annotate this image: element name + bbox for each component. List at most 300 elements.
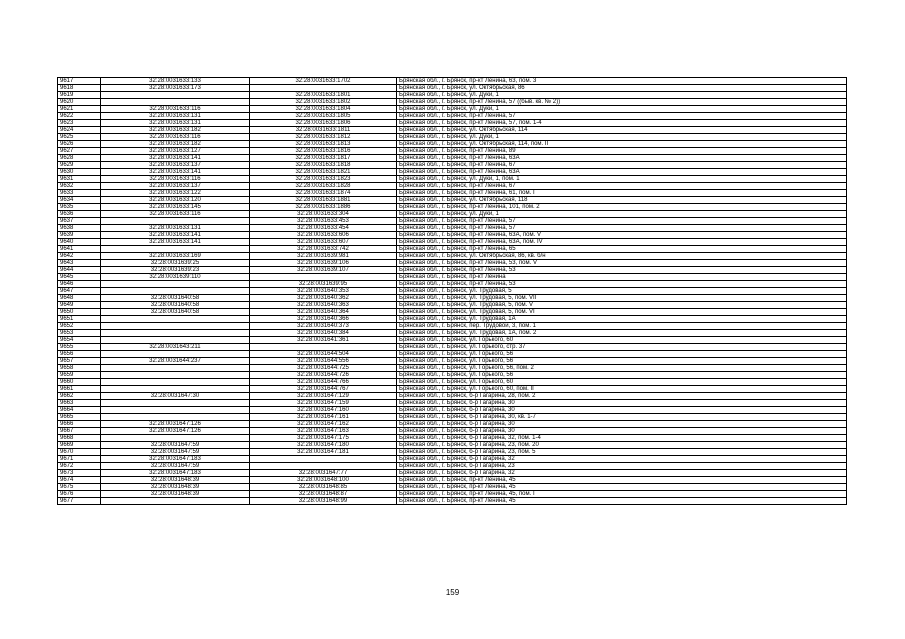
object-cadastral-number-cell: 32:28:0031633:1817 xyxy=(250,155,397,162)
object-cadastral-number-cell xyxy=(250,274,397,281)
object-cadastral-number-cell: 32:28:0031639:981 xyxy=(250,253,397,260)
object-cadastral-number-cell: 32:28:0031633:1886 xyxy=(250,204,397,211)
table-row xyxy=(58,414,847,421)
object-cadastral-number-cell: 32:28:0031644:556 xyxy=(250,358,397,365)
row-number-cell: 9623 xyxy=(58,120,101,127)
table-row xyxy=(58,78,847,85)
address-cell: Брянская обл., г. Брянск, ул. Дуки, 1 xyxy=(397,92,847,99)
land-cadastral-number-cell xyxy=(101,379,250,386)
object-cadastral-number-cell: 32:28:0031647:129 xyxy=(250,393,397,400)
land-cadastral-number-cell: 32:28:0031640:58 xyxy=(101,295,250,302)
address-cell: Брянская обл., г. Брянск, ул. Октябрьская, 114 xyxy=(397,127,847,134)
table-row xyxy=(58,295,847,302)
row-number-cell: 9619 xyxy=(58,92,101,99)
row-number-cell: 9651 xyxy=(58,316,101,323)
row-number-cell: 9677 xyxy=(58,498,101,505)
address-cell: Брянская обл., г. Брянск, б-р Гагарина, 30 xyxy=(397,400,847,407)
land-cadastral-number-cell xyxy=(101,218,250,225)
address-cell: Брянская обл., г. Брянск, пр-кт Ленина, 57, пом. 1-4 xyxy=(397,120,847,127)
object-cadastral-number-cell: 32:28:0031647:162 xyxy=(250,421,397,428)
land-cadastral-number-cell: 32:28:0031648:39 xyxy=(101,491,250,498)
address-cell: Брянская обл., г. Брянск, ул. Октябрьская, 86 xyxy=(397,85,847,92)
object-cadastral-number-cell: 32:28:0031633:304 xyxy=(250,211,397,218)
row-number-cell: 9657 xyxy=(58,358,101,365)
land-cadastral-number-cell xyxy=(101,365,250,372)
land-cadastral-number-cell: 32:28:0031633:116 xyxy=(101,176,250,183)
table-row xyxy=(58,204,847,211)
object-cadastral-number-cell: 32:28:0031647:160 xyxy=(250,407,397,414)
object-cadastral-number-cell: 32:28:0031644:767 xyxy=(250,386,397,393)
table-row xyxy=(58,330,847,337)
object-cadastral-number-cell xyxy=(250,456,397,463)
address-cell: Брянская обл., г. Брянск, пр-кт Ленина, 57 xyxy=(397,113,847,120)
row-number-cell: 9642 xyxy=(58,253,101,260)
address-cell: Брянская обл., г. Брянск, пр-кт Ленина xyxy=(397,274,847,281)
address-cell: Брянская обл., г. Брянск, пр-кт Ленина, 67 xyxy=(397,162,847,169)
object-cadastral-number-cell: 32:28:0031648:85 xyxy=(250,484,397,491)
table-row xyxy=(58,351,847,358)
address-cell: Брянская обл., г. Брянск, б-р Гагарина, 28, пом. 2 xyxy=(397,393,847,400)
object-cadastral-number-cell: 32:28:0031647:180 xyxy=(250,442,397,449)
row-number-cell: 9670 xyxy=(58,449,101,456)
table-row xyxy=(58,442,847,449)
object-cadastral-number-cell: 32:28:0031648:100 xyxy=(250,477,397,484)
table-row xyxy=(58,85,847,92)
address-cell: Брянская обл., г. Брянск, пр-кт Ленина, 89 xyxy=(397,148,847,155)
object-cadastral-number-cell: 32:28:0031644:504 xyxy=(250,351,397,358)
row-number-cell: 9660 xyxy=(58,379,101,386)
land-cadastral-number-cell xyxy=(101,288,250,295)
land-cadastral-number-cell xyxy=(101,407,250,414)
address-cell: Брянская обл., г. Брянск, ул. Дуки, 1, пом. 1 xyxy=(397,176,847,183)
row-number-cell: 9628 xyxy=(58,155,101,162)
land-cadastral-number-cell: 32:28:0031647:183 xyxy=(101,470,250,477)
object-cadastral-number-cell: 32:28:0031640:363 xyxy=(250,302,397,309)
table-row xyxy=(58,197,847,204)
address-cell: Брянская обл., г. Брянск, пр-кт Ленина, 57 xyxy=(397,225,847,232)
land-cadastral-number-cell: 32:28:0031639:110 xyxy=(101,274,250,281)
object-cadastral-number-cell: 32:28:0031641:361 xyxy=(250,337,397,344)
land-cadastral-number-cell: 32:28:0031633:131 xyxy=(101,225,250,232)
address-cell: Брянская обл., г. Брянск, пр-кт Ленина, 53 xyxy=(397,281,847,288)
object-cadastral-number-cell: 32:28:0031640:373 xyxy=(250,323,397,330)
land-cadastral-number-cell: 32:28:0031633:141 xyxy=(101,232,250,239)
object-cadastral-number-cell xyxy=(250,344,397,351)
row-number-cell: 9659 xyxy=(58,372,101,379)
address-cell: Брянская обл., г. Брянск, ул. Горького, 56 xyxy=(397,372,847,379)
land-cadastral-number-cell: 32:28:0031648:39 xyxy=(101,477,250,484)
row-number-cell: 9641 xyxy=(58,246,101,253)
address-cell: Брянская обл., г. Брянск, ул. Трудовая, 5, пом. VII xyxy=(397,295,847,302)
address-cell: Брянская обл., г. Брянск, ул. Октябрьская, 118 xyxy=(397,197,847,204)
land-cadastral-number-cell: 32:28:0031633:182 xyxy=(101,127,250,134)
row-number-cell: 9629 xyxy=(58,162,101,169)
land-cadastral-number-cell: 32:28:0031644:237 xyxy=(101,358,250,365)
address-cell: Брянская обл., г. Брянск, ул. Дуки, 1 xyxy=(397,106,847,113)
land-cadastral-number-cell xyxy=(101,386,250,393)
table-row xyxy=(58,372,847,379)
address-cell: Брянская обл., г. Брянск, ул. Дуки, 1 xyxy=(397,134,847,141)
land-cadastral-number-cell: 32:28:0031643:211 xyxy=(101,344,250,351)
table-row xyxy=(58,365,847,372)
land-cadastral-number-cell: 32:28:0031633:131 xyxy=(101,113,250,120)
row-number-cell: 9664 xyxy=(58,407,101,414)
table-row xyxy=(58,386,847,393)
table-row xyxy=(58,190,847,197)
table-row xyxy=(58,162,847,169)
table-row xyxy=(58,379,847,386)
address-cell: Брянская обл., г. Брянск, пер. Трудовой, 3, пом. 1 xyxy=(397,323,847,330)
address-cell: Брянская обл., г. Брянск, ул. Октябрьская, 114, пом. II xyxy=(397,141,847,148)
table-row xyxy=(58,407,847,414)
row-number-cell: 9650 xyxy=(58,309,101,316)
table-row xyxy=(58,232,847,239)
table-row xyxy=(58,239,847,246)
row-number-cell: 9661 xyxy=(58,386,101,393)
row-number-cell: 9656 xyxy=(58,351,101,358)
land-cadastral-number-cell: 32:28:0031633:116 xyxy=(101,106,250,113)
table-row xyxy=(58,127,847,134)
address-cell: Брянская обл., г. Брянск, пр-кт Ленина, 53, пом. V xyxy=(397,260,847,267)
object-cadastral-number-cell: 32:28:0031633:1828 xyxy=(250,183,397,190)
land-cadastral-number-cell xyxy=(101,316,250,323)
table-row xyxy=(58,176,847,183)
row-number-cell: 9652 xyxy=(58,323,101,330)
object-cadastral-number-cell: 32:28:0031633:1816 xyxy=(250,148,397,155)
address-cell: Брянская обл., г. Брянск, б-р Гагарина, 32 xyxy=(397,456,847,463)
land-cadastral-number-cell xyxy=(101,330,250,337)
row-number-cell: 9624 xyxy=(58,127,101,134)
land-cadastral-number-cell: 32:28:0031633:145 xyxy=(101,204,250,211)
row-number-cell: 9638 xyxy=(58,225,101,232)
object-cadastral-number-cell: 32:28:0031640:353 xyxy=(250,288,397,295)
row-number-cell: 9630 xyxy=(58,169,101,176)
table-row xyxy=(58,309,847,316)
row-number-cell: 9622 xyxy=(58,113,101,120)
table-row xyxy=(58,421,847,428)
row-number-cell: 9667 xyxy=(58,428,101,435)
land-cadastral-number-cell: 32:28:0031633:133 xyxy=(101,78,250,85)
land-cadastral-number-cell xyxy=(101,351,250,358)
address-cell: Брянская обл., г. Брянск, ул. Трудовая, 5 xyxy=(397,288,847,295)
table-row xyxy=(58,428,847,435)
table-row xyxy=(58,113,847,120)
table-row xyxy=(58,484,847,491)
land-cadastral-number-cell: 32:28:0031647:30 xyxy=(101,393,250,400)
land-cadastral-number-cell xyxy=(101,372,250,379)
object-cadastral-number-cell: 32:28:0031633:606 xyxy=(250,232,397,239)
object-cadastral-number-cell: 32:28:0031633:1805 xyxy=(250,113,397,120)
address-cell: Брянская обл., г. Брянск, б-р Гагарина, 30 xyxy=(397,407,847,414)
table-row xyxy=(58,148,847,155)
row-number-cell: 9627 xyxy=(58,148,101,155)
table-row xyxy=(58,218,847,225)
address-cell: Брянская обл., г. Брянск, пр-кт Ленина, 101, пом. 2 xyxy=(397,204,847,211)
land-cadastral-number-cell: 32:28:0031633:131 xyxy=(101,120,250,127)
row-number-cell: 9655 xyxy=(58,344,101,351)
table-row xyxy=(58,498,847,505)
address-cell: Брянская обл., г. Брянск, ул. Трудовая, 5, пом. VI xyxy=(397,309,847,316)
land-cadastral-number-cell xyxy=(101,414,250,421)
table-row xyxy=(58,120,847,127)
address-cell: Брянская обл., г. Брянск, ул. Горького, 56, пом. 2 xyxy=(397,365,847,372)
land-cadastral-number-cell: 32:28:0031633:137 xyxy=(101,183,250,190)
object-cadastral-number-cell: 32:28:0031644:725 xyxy=(250,365,397,372)
land-cadastral-number-cell: 32:28:0031633:116 xyxy=(101,211,250,218)
land-cadastral-number-cell: 32:28:0031647:59 xyxy=(101,449,250,456)
table-row xyxy=(58,99,847,106)
object-cadastral-number-cell: 32:28:0031633:1874 xyxy=(250,190,397,197)
table-row xyxy=(58,358,847,365)
table-row xyxy=(58,183,847,190)
land-cadastral-number-cell: 32:28:0031640:58 xyxy=(101,302,250,309)
address-cell: Брянская обл., г. Брянск, ул. Трудовая, 1А xyxy=(397,316,847,323)
address-cell: Брянская обл., г. Брянск, ул. Октябрьская, 86, кв. б/н xyxy=(397,253,847,260)
table-row xyxy=(58,470,847,477)
row-number-cell: 9647 xyxy=(58,288,101,295)
table-row xyxy=(58,155,847,162)
address-cell: Брянская обл., г. Брянск, пр-кт Ленина, 45 xyxy=(397,477,847,484)
row-number-cell: 9653 xyxy=(58,330,101,337)
object-cadastral-number-cell: 32:28:0031647:163 xyxy=(250,428,397,435)
address-cell: Брянская обл., г. Брянск, пр-кт Ленина, 45 xyxy=(397,484,847,491)
land-cadastral-number-cell xyxy=(101,92,250,99)
address-cell: Брянская обл., г. Брянск, б-р Гагарина, 23 xyxy=(397,463,847,470)
address-cell: Брянская обл., г. Брянск, пр-кт Ленина, 63А, пом. V xyxy=(397,232,847,239)
object-cadastral-number-cell: 32:28:0031648:87 xyxy=(250,491,397,498)
row-number-cell: 9646 xyxy=(58,281,101,288)
address-cell: Брянская обл., г. Брянск, пр-кт Ленина, 45 xyxy=(397,498,847,505)
land-cadastral-number-cell: 32:28:0031647:126 xyxy=(101,421,250,428)
address-cell: Брянская обл., г. Брянск, ул. Горького, 60 xyxy=(397,379,847,386)
row-number-cell: 9668 xyxy=(58,435,101,442)
object-cadastral-number-cell xyxy=(250,85,397,92)
address-cell: Брянская обл., г. Брянск, пр-кт Ленина, 45, пом. I xyxy=(397,491,847,498)
land-cadastral-number-cell: 32:28:0031633:182 xyxy=(101,141,250,148)
object-cadastral-number-cell: 32:28:0031633:1802 xyxy=(250,99,397,106)
land-cadastral-number-cell xyxy=(101,498,250,505)
land-cadastral-number-cell: 32:28:0031648:39 xyxy=(101,484,250,491)
row-number-cell: 9632 xyxy=(58,183,101,190)
table-row xyxy=(58,449,847,456)
row-number-cell: 9675 xyxy=(58,484,101,491)
object-cadastral-number-cell: 32:28:0031640:364 xyxy=(250,309,397,316)
table-row xyxy=(58,253,847,260)
land-cadastral-number-cell: 32:28:0031647:183 xyxy=(101,456,250,463)
row-number-cell: 9669 xyxy=(58,442,101,449)
address-cell: Брянская обл., г. Брянск, ул. Трудовая, 5, пом. V xyxy=(397,302,847,309)
row-number-cell: 9663 xyxy=(58,400,101,407)
address-cell: Брянская обл., г. Брянск, ул. Горького, 56 xyxy=(397,351,847,358)
row-number-cell: 9640 xyxy=(58,239,101,246)
object-cadastral-number-cell: 32:28:0031633:1806 xyxy=(250,120,397,127)
row-number-cell: 9649 xyxy=(58,302,101,309)
row-number-cell: 9625 xyxy=(58,134,101,141)
address-cell: Брянская обл., г. Брянск, ул. Горького, 60, пом. II xyxy=(397,386,847,393)
row-number-cell: 9639 xyxy=(58,232,101,239)
row-number-cell: 9666 xyxy=(58,421,101,428)
object-cadastral-number-cell: 32:28:0031647:181 xyxy=(250,449,397,456)
registry-table-body xyxy=(58,78,847,505)
address-cell: Брянская обл., г. Брянск, б-р Гагарина, 30 xyxy=(397,421,847,428)
land-cadastral-number-cell: 32:28:0031647:126 xyxy=(101,428,250,435)
object-cadastral-number-cell: 32:28:0031640:366 xyxy=(250,316,397,323)
object-cadastral-number-cell: 32:28:0031647:159 xyxy=(250,400,397,407)
land-cadastral-number-cell: 32:28:0031639:25 xyxy=(101,260,250,267)
address-cell: Брянская обл., г. Брянск, пр-кт Ленина, 63, пом. 3 xyxy=(397,78,847,85)
object-cadastral-number-cell: 32:28:0031633:1702 xyxy=(250,78,397,85)
row-number-cell: 9676 xyxy=(58,491,101,498)
row-number-cell: 9674 xyxy=(58,477,101,484)
row-number-cell: 9634 xyxy=(58,197,101,204)
table-row xyxy=(58,393,847,400)
address-cell: Брянская обл., г. Брянск, б-р Гагарина, 30, кв. 1-7 xyxy=(397,414,847,421)
table-row xyxy=(58,456,847,463)
object-cadastral-number-cell: 32:28:0031633:1881 xyxy=(250,197,397,204)
table-row xyxy=(58,106,847,113)
land-cadastral-number-cell: 32:28:0031633:120 xyxy=(101,197,250,204)
address-cell: Брянская обл., г. Брянск, пр-кт Ленина, 67 xyxy=(397,183,847,190)
land-cadastral-number-cell xyxy=(101,400,250,407)
object-cadastral-number-cell: 32:28:0031639:106 xyxy=(250,260,397,267)
object-cadastral-number-cell: 32:28:0031633:453 xyxy=(250,218,397,225)
object-cadastral-number-cell: 32:28:0031639:95 xyxy=(250,281,397,288)
address-cell: Брянская обл., г. Брянск, пр-кт Ленина, 63А xyxy=(397,169,847,176)
page-number: 159 xyxy=(445,588,460,597)
table-row xyxy=(58,491,847,498)
row-number-cell: 9617 xyxy=(58,78,101,85)
address-cell: Брянская обл., г. Брянск, пр-кт Ленина, 61, пом. I xyxy=(397,190,847,197)
address-cell: Брянская обл., г. Брянск, пр-кт Ленина, 65 xyxy=(397,246,847,253)
table-row xyxy=(58,323,847,330)
table-row xyxy=(58,281,847,288)
registry-table xyxy=(57,77,847,505)
row-number-cell: 9620 xyxy=(58,99,101,106)
land-cadastral-number-cell xyxy=(101,99,250,106)
table-row xyxy=(58,400,847,407)
row-number-cell: 9633 xyxy=(58,190,101,197)
address-cell: Брянская обл., г. Брянск, ул. Горького, 56 xyxy=(397,358,847,365)
object-cadastral-number-cell: 32:28:0031647:77 xyxy=(250,470,397,477)
table-row xyxy=(58,316,847,323)
row-number-cell: 9635 xyxy=(58,204,101,211)
object-cadastral-number-cell: 32:28:0031633:1811 xyxy=(250,127,397,134)
address-cell: Брянская обл., г. Брянск, пр-кт Ленина, 57 xyxy=(397,218,847,225)
land-cadastral-number-cell: 32:28:0031633:127 xyxy=(101,148,250,155)
object-cadastral-number-cell: 32:28:0031640:384 xyxy=(250,330,397,337)
address-cell: Брянская обл., г. Брянск, пр-кт Ленина, 53 xyxy=(397,267,847,274)
table-row xyxy=(58,344,847,351)
land-cadastral-number-cell: 32:28:0031633:141 xyxy=(101,169,250,176)
row-number-cell: 9637 xyxy=(58,218,101,225)
table-row xyxy=(58,169,847,176)
address-cell: Брянская обл., г. Брянск, пр-кт Ленина, 63А xyxy=(397,155,847,162)
land-cadastral-number-cell: 32:28:0031633:169 xyxy=(101,253,250,260)
row-number-cell: 9672 xyxy=(58,463,101,470)
land-cadastral-number-cell xyxy=(101,281,250,288)
row-number-cell: 9648 xyxy=(58,295,101,302)
object-cadastral-number-cell: 32:28:0031633:1804 xyxy=(250,106,397,113)
object-cadastral-number-cell: 32:28:0031647:161 xyxy=(250,414,397,421)
land-cadastral-number-cell: 32:28:0031633:116 xyxy=(101,134,250,141)
table-row xyxy=(58,260,847,267)
row-number-cell: 9644 xyxy=(58,267,101,274)
object-cadastral-number-cell: 32:28:0031640:362 xyxy=(250,295,397,302)
object-cadastral-number-cell xyxy=(250,463,397,470)
object-cadastral-number-cell: 32:28:0031633:1821 xyxy=(250,169,397,176)
address-cell: Брянская обл., г. Брянск, пр-кт Ленина, 57 ((быв. кв. № 2)) xyxy=(397,99,847,106)
row-number-cell: 9673 xyxy=(58,470,101,477)
object-cadastral-number-cell: 32:28:0031633:1813 xyxy=(250,141,397,148)
land-cadastral-number-cell: 32:28:0031640:58 xyxy=(101,309,250,316)
row-number-cell: 9645 xyxy=(58,274,101,281)
table-row xyxy=(58,302,847,309)
land-cadastral-number-cell: 32:28:0031633:141 xyxy=(101,239,250,246)
land-cadastral-number-cell xyxy=(101,435,250,442)
object-cadastral-number-cell: 32:28:0031644:766 xyxy=(250,379,397,386)
object-cadastral-number-cell: 32:28:0031633:607 xyxy=(250,239,397,246)
land-cadastral-number-cell: 32:28:0031633:137 xyxy=(101,162,250,169)
land-cadastral-number-cell: 32:28:0031633:122 xyxy=(101,190,250,197)
address-cell: Брянская обл., г. Брянск, б-р Гагарина, 30 xyxy=(397,428,847,435)
land-cadastral-number-cell: 32:28:0031647:59 xyxy=(101,442,250,449)
table-row xyxy=(58,337,847,344)
row-number-cell: 9643 xyxy=(58,260,101,267)
object-cadastral-number-cell: 32:28:0031633:1801 xyxy=(250,92,397,99)
row-number-cell: 9662 xyxy=(58,393,101,400)
object-cadastral-number-cell: 32:28:0031647:175 xyxy=(250,435,397,442)
address-cell: Брянская обл., г. Брянск, б-р Гагарина, 32 xyxy=(397,470,847,477)
object-cadastral-number-cell: 32:28:0031639:107 xyxy=(250,267,397,274)
land-cadastral-number-cell xyxy=(101,323,250,330)
table-row xyxy=(58,267,847,274)
row-number-cell: 9658 xyxy=(58,365,101,372)
object-cadastral-number-cell: 32:28:0031648:99 xyxy=(250,498,397,505)
object-cadastral-number-cell: 32:28:0031633:1823 xyxy=(250,176,397,183)
row-number-cell: 9631 xyxy=(58,176,101,183)
address-cell: Брянская обл., г. Брянск, пр-кт Ленина, 63А, пом. IV xyxy=(397,239,847,246)
land-cadastral-number-cell: 32:28:0031633:141 xyxy=(101,155,250,162)
table-row xyxy=(58,134,847,141)
object-cadastral-number-cell: 32:28:0031633:742 xyxy=(250,246,397,253)
address-cell: Брянская обл., г. Брянск, ул. Горького, 60 xyxy=(397,337,847,344)
object-cadastral-number-cell: 32:28:0031644:726 xyxy=(250,372,397,379)
address-cell: Брянская обл., г. Брянск, б-р Гагарина, 32, пом. 1-4 xyxy=(397,435,847,442)
address-cell: Брянская обл., г. Брянск, б-р Гагарина, 23, пом. 5 xyxy=(397,449,847,456)
land-cadastral-number-cell: 32:28:0031639:23 xyxy=(101,267,250,274)
land-cadastral-number-cell: 32:28:0031647:59 xyxy=(101,463,250,470)
table-row xyxy=(58,435,847,442)
table-row xyxy=(58,92,847,99)
table-row xyxy=(58,477,847,484)
address-cell: Брянская обл., г. Брянск, б-р Гагарина, 23, пом. 20 xyxy=(397,442,847,449)
row-number-cell: 9621 xyxy=(58,106,101,113)
object-cadastral-number-cell: 32:28:0031633:454 xyxy=(250,225,397,232)
row-number-cell: 9654 xyxy=(58,337,101,344)
land-cadastral-number-cell: 32:28:0031633:173 xyxy=(101,85,250,92)
row-number-cell: 9665 xyxy=(58,414,101,421)
land-cadastral-number-cell xyxy=(101,246,250,253)
address-cell: Брянская обл., г. Брянск, ул. Трудовая, 1А, пом. 2 xyxy=(397,330,847,337)
row-number-cell: 9618 xyxy=(58,85,101,92)
row-number-cell: 9626 xyxy=(58,141,101,148)
table-row xyxy=(58,246,847,253)
table-row xyxy=(58,225,847,232)
object-cadastral-number-cell: 32:28:0031633:1812 xyxy=(250,134,397,141)
row-number-cell: 9636 xyxy=(58,211,101,218)
table-row xyxy=(58,274,847,281)
table-row xyxy=(58,463,847,470)
